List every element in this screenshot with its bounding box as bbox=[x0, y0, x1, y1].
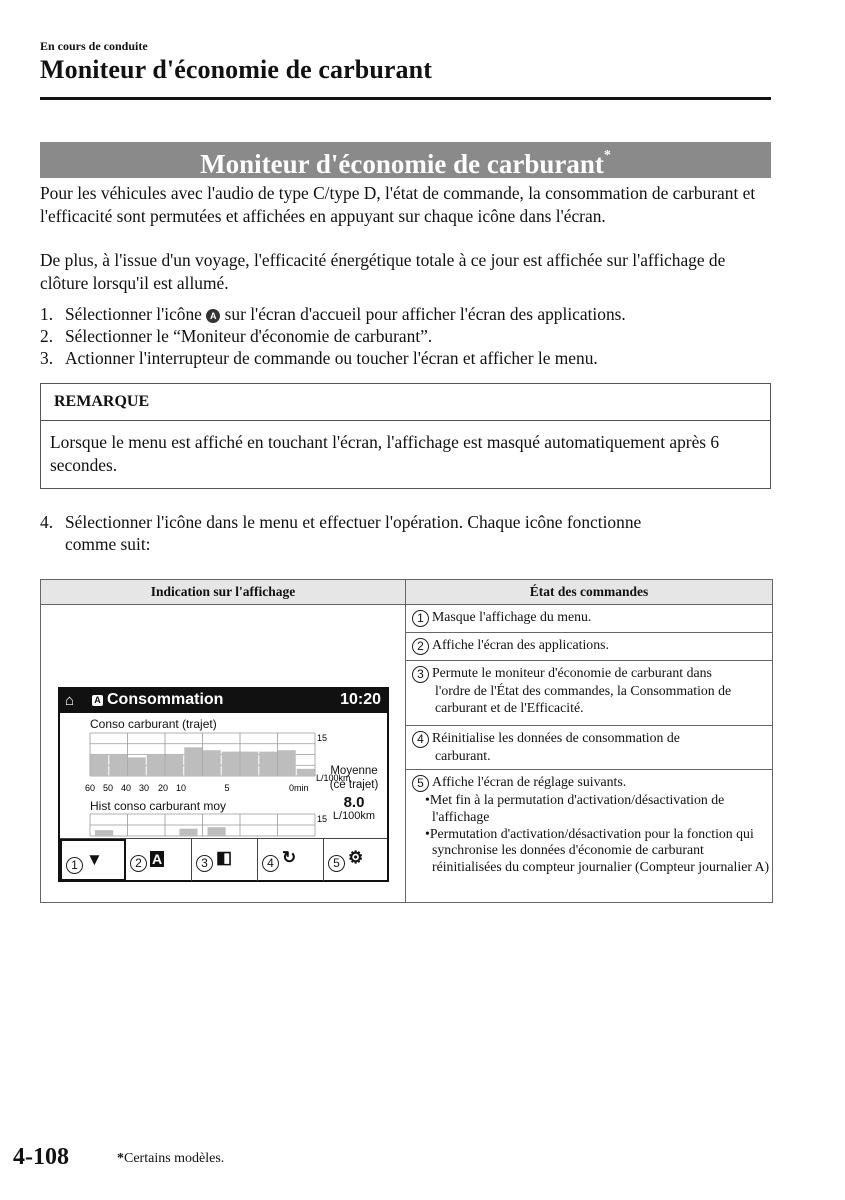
x-tick-label: 40 bbox=[120, 783, 132, 793]
x-tick-label: 60 bbox=[84, 783, 96, 793]
row-number: 5 bbox=[412, 775, 429, 792]
chart-bar bbox=[147, 755, 165, 777]
chart-bar bbox=[166, 755, 184, 777]
table-row bbox=[406, 605, 772, 633]
x-tick-label: 5 bbox=[224, 783, 230, 793]
menu-number: 3 bbox=[196, 855, 213, 872]
screen-clock: 10:20 bbox=[340, 691, 381, 708]
chart-bar bbox=[278, 750, 296, 776]
column-header-commands: État des commandes bbox=[406, 580, 772, 605]
chart-bar bbox=[259, 752, 277, 776]
step-2 bbox=[40, 325, 775, 347]
row-text: l'ordre de l'État des commandes, la Consommation de carburant et de l'Efficacité. bbox=[435, 683, 732, 715]
note-text: Lorsque le menu est affiché en touchant l'écran, l'affichage est masqué automatiquement après 6 secondes. bbox=[50, 432, 720, 475]
chart-bar bbox=[222, 752, 240, 776]
step-number: 1. bbox=[40, 304, 54, 324]
table-row bbox=[406, 633, 772, 661]
menu-number: 5 bbox=[328, 855, 345, 872]
intro-paragraph-1: Pour les véhicules avec l'audio de type C/type D, l'état de commande, la consommation de carburant et l'efficacité sont permutées et affichées en appuyant sur chaque icône dans l'écran. bbox=[40, 183, 756, 226]
y-max-label: 15 bbox=[317, 814, 328, 824]
table-row bbox=[406, 661, 772, 726]
min-label: 0min bbox=[289, 783, 309, 793]
chart-bar bbox=[95, 830, 113, 836]
gear-icon: ⚙ bbox=[348, 848, 364, 867]
step-4 bbox=[40, 511, 775, 555]
display-illustration-cell bbox=[41, 605, 406, 902]
x-tick-label: 30 bbox=[138, 783, 150, 793]
row-text: Permute le moniteur d'économie de carburant dans bbox=[432, 665, 712, 680]
section-banner bbox=[40, 142, 771, 178]
menu-number: 2 bbox=[130, 855, 147, 872]
apps-icon: A bbox=[152, 851, 163, 867]
row-number: 3 bbox=[412, 666, 429, 683]
menu-button-switch[interactable] bbox=[192, 839, 258, 881]
menu-number: 4 bbox=[262, 855, 279, 872]
row-number: 4 bbox=[412, 731, 429, 748]
history-chart-label: Hist conso carburant moy bbox=[90, 799, 227, 813]
y-max-label: 15 bbox=[317, 733, 328, 743]
step-number: 2. bbox=[40, 326, 54, 346]
row-number: 1 bbox=[412, 610, 429, 627]
footnote-star: * bbox=[117, 1151, 124, 1166]
step-3 bbox=[40, 347, 775, 369]
chart-bar bbox=[241, 752, 259, 776]
menu-number: 1 bbox=[66, 857, 83, 874]
row-text: carburant. bbox=[435, 748, 491, 763]
average-label bbox=[323, 764, 385, 792]
average-value: 8.0 bbox=[343, 794, 365, 811]
chart-bar bbox=[208, 827, 226, 836]
footnote bbox=[117, 1151, 224, 1167]
row-text: Masque l'affichage du menu. bbox=[432, 609, 592, 624]
section-label: En cours de conduite bbox=[40, 39, 148, 53]
row-bullet: •Permutation d'activation/désactivation pour la fonction qui synchronise les données d'économie de carburant réinitialisées du compteur journalier (Compteur journalier A) bbox=[425, 825, 770, 875]
chart-bar bbox=[128, 757, 146, 776]
step-text: Sélectionner l'icône bbox=[65, 304, 202, 324]
step-number: 4. bbox=[40, 512, 54, 532]
home-icon: ⌂ bbox=[65, 692, 75, 709]
average-label-1: Moyenne bbox=[330, 765, 378, 777]
row-number: 2 bbox=[412, 638, 429, 655]
step-text: Sélectionner l'icône dans le menu et effectuer l'opération. Chaque icône fonctionne bbox=[65, 512, 642, 532]
trip-consumption-chart bbox=[60, 729, 351, 799]
step-number: 3. bbox=[40, 348, 54, 368]
chart-bar bbox=[91, 755, 109, 777]
trip-chart-label: Conso carburant (trajet) bbox=[90, 717, 217, 731]
chart-bar bbox=[203, 750, 221, 776]
step-text: comme suit: bbox=[65, 534, 151, 554]
apps-icon: A bbox=[206, 309, 220, 323]
step-text: Actionner l'interrupteur de commande ou toucher l'écran et afficher le menu. bbox=[65, 348, 598, 368]
footnote-text: Certains modèles. bbox=[124, 1151, 225, 1166]
average-unit: L/100km bbox=[332, 810, 376, 822]
menu-button-hide[interactable] bbox=[60, 839, 126, 881]
banner-asterisk: * bbox=[603, 148, 611, 163]
row-text: Affiche l'écran de réglage suivants. bbox=[432, 774, 627, 789]
step-text: Sélectionner le “Moniteur d'économie de carburant”. bbox=[65, 326, 433, 346]
page-number: 4-108 bbox=[13, 1144, 69, 1170]
page-title: Moniteur d'économie de carburant bbox=[40, 55, 432, 84]
row-text: Réinitialise les données de consommation de bbox=[432, 730, 680, 745]
average-label-2: (ce trajet) bbox=[329, 779, 379, 791]
intro-paragraph-2: De plus, à l'issue d'un voyage, l'efficacité énergétique totale à ce jour est affichée sur l'affichage de clôture lorsqu'il est allumé. bbox=[40, 250, 726, 293]
consumption-mode-icon: A bbox=[92, 695, 103, 706]
menu-button-settings[interactable] bbox=[324, 839, 387, 881]
row-bullet: •Met fin à la permutation d'activation/désactivation de l'affichage bbox=[425, 792, 725, 824]
note-box bbox=[40, 383, 771, 489]
table-row bbox=[406, 726, 772, 770]
table-row bbox=[406, 770, 772, 902]
fuel-monitor-screen bbox=[58, 687, 389, 882]
step-text: sur l'écran d'accueil pour afficher l'écran des applications. bbox=[224, 304, 626, 324]
screen-header bbox=[60, 689, 387, 713]
reset-icon: ↻ bbox=[282, 848, 297, 867]
row-text: Affiche l'écran des applications. bbox=[432, 637, 609, 652]
switch-screen-icon: ◧ bbox=[216, 848, 233, 867]
step-1 bbox=[40, 303, 775, 325]
menu-button-apps[interactable] bbox=[126, 839, 192, 881]
chart-bar bbox=[184, 747, 202, 776]
x-tick-label: 10 bbox=[175, 783, 187, 793]
operations-table bbox=[40, 579, 773, 903]
x-tick-label: 20 bbox=[157, 783, 169, 793]
screen-menu-bar bbox=[60, 838, 387, 881]
chart-bar bbox=[297, 769, 315, 776]
chart-bar bbox=[179, 829, 197, 836]
x-tick-label: 50 bbox=[102, 783, 114, 793]
banner-title: Moniteur d'économie de carburant bbox=[200, 149, 604, 179]
menu-button-reset[interactable] bbox=[258, 839, 324, 881]
column-header-display: Indication sur l'affichage bbox=[41, 580, 406, 605]
history-consumption-chart bbox=[60, 812, 328, 838]
note-title: REMARQUE bbox=[41, 384, 770, 421]
unit-label: L/100km bbox=[316, 773, 351, 783]
chevron-down-icon: ▼ bbox=[86, 850, 103, 869]
screen-title: Consommation bbox=[107, 691, 224, 708]
heading-rule bbox=[40, 97, 771, 100]
chart-bar bbox=[109, 755, 127, 777]
